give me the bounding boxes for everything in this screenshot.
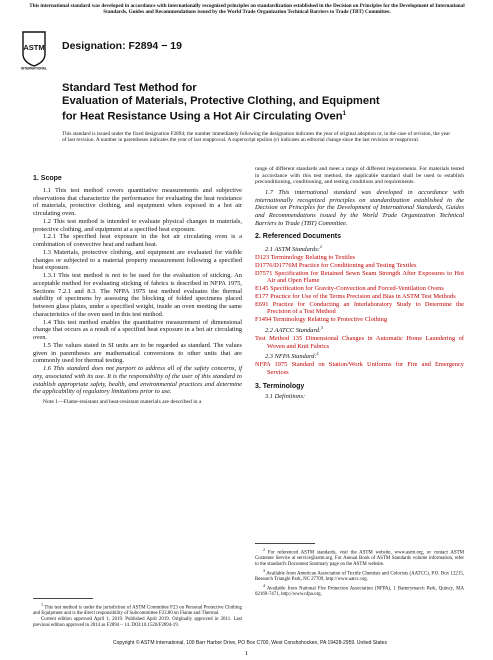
tbt-banner: This international standard was developed in accordance with internationally recognized principles on standardization established in the Decision on Principles for the Development of International Standards, Guides and Recommendations issued by the World Trade Organization Technical Barriers to Trade (TBT) Committee. [29,3,465,16]
footnote-2-mark: 2 [263,547,266,552]
reference-code-link[interactable]: F1494 [255,316,272,324]
footnote-1-text: This test method is under the jurisdiction of ASTM Committee F23 on Personal Protective Clothing and Equipment and is the direct responsibility of Subcommittee F23.80 on Flame and Thermal. [33,605,243,617]
footnotes-right [255,547,464,598]
aatcc-footnote-mark: 3 [321,324,324,330]
nfpa-ref-title: Standard on Station/Work Uniforms for Fire and Emergency Services [267,361,464,376]
aatcc-ref-link[interactable]: Test Method 135 [255,334,303,342]
reference-code-link[interactable]: E177 [255,292,269,300]
reference-item [255,262,464,270]
reference-item [255,254,464,262]
reference-code-link[interactable]: D7571 [255,269,273,277]
footnote-2 [255,547,464,568]
page-number: 1 [244,650,249,657]
para-1-7: 1.7 This international standard was developed in accordance with internationally recognized principles on standardization established in the Decision on Principles for the Development of International Standards, Guides and Recommendations issued by the World Trade Organization Technical Barriers to Trade (TBT) Committee. [255,188,464,227]
nfpa-ref-link[interactable]: NFPA 1975 [255,361,288,369]
reference-code-link[interactable]: E691 [255,300,269,308]
title-line-2: Evaluation of Materials, Protective Clothing, and Equipment [62,95,380,107]
logo-subtext: INTERNATIONAL [21,66,47,70]
title-line-3-text: for Heat Resistance Using a Hot Air Circulating Oven [62,110,343,123]
para-1-2: 1.2 This test method is intended to evaluate physical changes in materials, protective clothing, and equipment at a specified heat exposure. [33,217,242,233]
designation: Designation: F2894 − 19 [62,40,182,52]
reference-code-link[interactable]: E145 [255,285,269,293]
reference-title: Terminology Relating to Textiles [270,254,356,262]
footnote-2-text: For referenced ASTM standards, visit the ASTM website, www.astm.org, or contact ASTM Customer Service at service@astm.org. For Annual Book of ASTM Standards volume information, refer to the standard's Document Summary page on the ASTM website. [255,550,464,568]
para-1-2-1: 1.2.1 The specified heat exposure in the hot air circulating oven is a combination of convective heat and radiant heat. [33,233,242,248]
astm-reference-list [255,254,464,324]
copyright-footer: Copyright © ASTM International, 100 Barr Harbor Drive, PO Box C700, West Conshohocken, PA 19428-2959. United States [113,640,387,646]
right-column [255,166,464,401]
referenced-documents-heading: 2. Referenced Documents [255,232,341,240]
note-1: Note 1—Flame-resistant and heat-resistant materials are described in a [43,399,202,405]
title-line-1: Standard Test Method for [62,82,197,94]
aatcc-standard-label [255,324,464,335]
document-title [62,82,462,124]
reference-title: Specification for Gravity-Convection and Forced-Ventilation Ovens [270,285,444,293]
note-1-continued: range of different standards and meet a range of different requirements. For materials tested in accordance with this test method, the applicable standard shall be used to establish preconditioning, conditioning, and testing conditions and requirements. [255,166,464,186]
nfpa-standard-text: 2.3 NFPA Standard: [265,353,317,361]
para-1-1: 1.1 This test method covers quantitative measurements and subjective observations that characterize the performance for evaluating the heat resistance of materials, protective clothing, and equipment when exposed in a hot air circulating oven. [33,186,242,217]
title-footnote-mark: 1 [342,111,346,117]
footnote-4 [255,583,464,598]
reference-item [255,270,464,286]
para-1-3-1: 1.3.1 This test method is not to be used for the evaluation of sticking. An acceptable method for evaluating sticking of fabrics is described in NFPA 1975, Sections 7.2.1 and 8.3. The NFPA 1975 test method evaluates the thermal stability of specimens by assessing the blocking of folded specimens placed between glass plates, under a specified weight, inside an oven meeting the same characteristics of the oven used in this test method. [33,272,242,318]
reference-code-link[interactable]: D123 [255,254,270,262]
reference-title: Terminology Relating to Protective Clothing [272,316,388,324]
footnote-4-text: Available from National Fire Protection Association (NFPA), 1 Batterymarch Park, Quincy, MA 02169-7471, http://www.nfpa.org. [255,586,465,598]
astm-logo [20,30,48,70]
reference-code-link[interactable]: D1776/D1776M [255,261,298,269]
nfpa-footnote-mark: 4 [316,351,319,357]
para-1-3: 1.3 Materials, protective clothing, and equipment are evaluated for visible changes or subjected to a material property measurement following a specified heat exposure. [33,248,242,272]
reference-title: Practice for Conditioning and Testing Textiles [298,261,417,269]
definitions-label: 3.1 Definitions: [265,393,306,401]
reference-title: Specification for Retained Sewn Seam Strength After Exposures to Hot Air and Open Flame [267,269,464,285]
reference-item [255,293,464,301]
nfpa-reference [255,361,464,377]
astm-footnote-mark: 2 [319,244,322,250]
reference-item [255,301,464,317]
aatcc-ref-title: Dimensional Changes in Automatic Home Laundering of Woven and Knit Fabrics [267,334,464,350]
aatcc-reference [255,335,464,351]
footnote-1 [33,602,242,617]
footnote-rule-left [33,598,93,599]
nfpa-standard-label [255,350,464,361]
footnote-3 [255,568,464,583]
footnote-1-edition: Current edition approved April 1, 2019. Published April 2019. Originally approved in 2011. Last previous edition approved in 2014 as F2894 – 14. DOI:10.1520/F2894-19. [33,617,242,628]
reference-title: Practice for Conducting an Interlaboratory Study to Determine the Precision of a Test Method [267,300,464,316]
para-1-5: 1.5 The values stated in SI units are to be regarded as standard. The values given in parentheses are mathematical conversions to other units that are commonly used for thermal testing. [33,341,242,365]
left-column [33,175,242,406]
title-line-3 [62,108,462,124]
footnote-3-text: Available from American Association of Textile Chemists and Colorists (AATCC), P.O. Box 12215, Research Triangle Park, NC 27709, http://www.aatcc.org. [255,571,464,583]
para-1-4: 1.4 This test method enables the quantitative measurement of dimensional change that occurs as a result of a specified heat exposure in a hot air circulating oven. [33,318,242,341]
footnote-4-mark: 4 [263,582,266,588]
footnote-1-mark: 1 [41,602,44,607]
aatcc-standard-text: 2.2 AATCC Standard: [265,327,322,335]
reference-item [255,285,464,293]
footnotes-left [33,602,242,628]
reference-title: Practice for Use of the Terms Precision and Bias in ASTM Test Methods [270,292,456,300]
logo-text: ASTM [23,43,45,52]
para-1-6: 1.6 This standard does not purport to address all of the safety concerns, if any, associated with its use. It is the responsibility of the user of this standard to establish appropriate safety, health, and environmental practices and determine the applicability of regulatory limitations prior to use. [33,365,242,396]
scope-heading: 1. Scope [33,175,62,182]
astm-standards-text: 2.1 ASTM Standards: [265,246,320,254]
astm-standards-label [255,243,464,254]
reference-item [255,316,464,324]
footnote-rule-right [255,543,315,544]
terminology-heading: 3. Terminology [255,382,305,390]
issuance-note: This standard is issued under the fixed designation F2894; the number immediately following the designation indicates the year of original adoption or, in the case of revision, the year of last revision. A number in parentheses indicates the year of last reapproval. A superscript epsilon (ε) indicates an editorial change since the last revision or reapproval. [62,131,451,144]
footnote-3-mark: 3 [263,567,266,573]
